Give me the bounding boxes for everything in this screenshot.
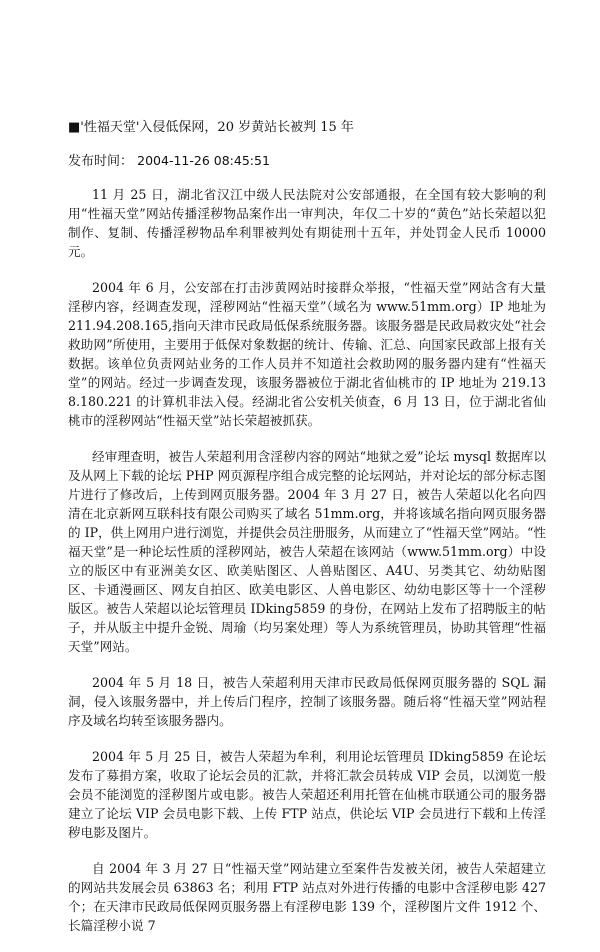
paragraph: 2004 年 6 月，公安部在打击涉黄网站时接群众举报，“性福天堂”网站含有大量淫秽内容，经调查发现，淫秽网站“性福天堂”（域名为 www.51mm.org）IP 地址为 211.94.208.165,指向天津市民政局低保系统服务器。该服务器是民政局救灾处“社会救助网”所使用，主要用于低保对象数据的统计、传输、汇总、向国家民政部上报有关数据。该单位负责网站业务的工作人员并不知道社会救助网的服务器内建有“性福天堂”的网站。经过一步调查发现，该服务器被位于湖北省仙桃市的 IP 地址为 219.138.180.221 的计算机非法入侵。经湖北省公安机关侦查，6 月 13 日，位于湖北省仙桃市的淫秽网站“性福天堂”站长荣超被抓获。	[68, 280, 546, 428]
paragraph: 11 月 25 日，湖北省汉江中级人民法院对公安部通报，在全国有较大影响的利用“性福天堂”网站传播淫秽物品案作出一审判决，年仅二十岁的“黄色”站长荣超以犯制作、复制、传播淫秽物品牟利罪被判处有期徒刑十五年，并处罚金人民币 10000 元。	[68, 187, 546, 259]
article-title: ■'性福天堂'入侵低保网，20 岁黄站长被判 15 年	[68, 120, 354, 135]
paragraph: 2004 年 5 月 18 日，被告人荣超利用天津市民政局低保网页服务器的 SQL 漏洞，侵入该服务器中，并上传后门程序，控制了该服务器。随后将“性福天堂”网站程序及域名均转至该服务器内。	[68, 675, 546, 728]
publish-info	[68, 151, 546, 171]
paragraph: 经审理查明，被告人荣超利用含淫秽内容的网站“地狱之爱”论坛 mysql 数据库以及从网上下载的论坛 PHP 网页源程序组合成完整的论坛网站，并对论坛的部分标志图片进行了修改后，上传到网页服务器。2004 年 3 月 27 日，被告人荣超以化名向四清在北京新网互联科技有限公司购买了域名 51mm.org，并将该域名指向网页服务器的 IP，供上网用户进行浏览，并提供会员注册服务，从而建立了“性福天堂”网站。“性福天堂”是一种论坛性质的淫秽网站，被告人荣超在该网站（www.51mm.org）中设立的版区中有亚洲美女区、欧美贴图区、人兽贴图区、A4U、另类其它、幼幼贴图区、卡通漫画区、网友自拍区、欧美电影区、人兽电影区、幼幼电影区等十一个淫秽版区。被告人荣超以论坛管理员 IDking5859 的身份，在网站上发布了招聘版主的帖子，并从版主中提升金锐、周瑜（均另案处理）等人为系统管理员，协助其管理“性福天堂”网站。	[68, 449, 546, 654]
paragraph: 2004 年 5 月 25 日，被告人荣超为牟利，利用论坛管理员 IDking5859 在论坛发布了募捐方案，收取了论坛会员的汇款，并将汇款会员转成 VIP 会员，以浏览一般会员不能浏览的淫秽图片或电影。被告人荣超还利用托管在仙桃市联通公司的服务器建立了论坛 VIP 会员电影下载、上传 FTP 站点，供论坛 VIP 会员进行下载和上传淫秽电影及图片。	[68, 749, 546, 840]
publish-date: 2004-11-26 08:45:51	[137, 153, 270, 168]
article	[68, 118, 546, 952]
publish-label: 发布时间：	[68, 154, 134, 169]
paragraph: 自 2004 年 3 月 27 日“性福天堂”网站建立至案件告发被关闭，被告人荣超建立的网站共发展会员 63863 名；利用 FTP 站点对外进行传播的电影中含淫秽电影 427 个；在天津市民政局低保网页服务器上有淫秽电影 139 个，淫秽图片文件 1912 个、长篇淫秽小说 7	[68, 861, 546, 933]
